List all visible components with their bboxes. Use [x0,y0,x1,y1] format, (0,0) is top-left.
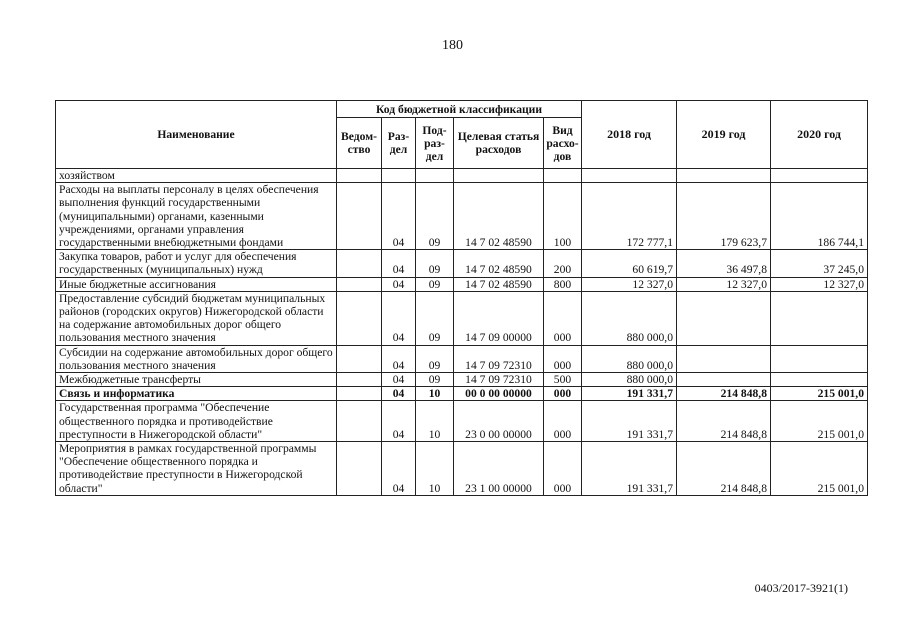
row-value-2018: 191 331,7 [582,442,677,496]
row-podrazdel: 09 [416,345,454,372]
row-vid-rashodov: 000 [544,291,582,345]
table-row [56,345,868,372]
page-number: 180 [442,38,463,53]
row-vedomstvo [337,169,382,183]
row-vedomstvo [337,401,382,442]
row-value-2019: 214 848,8 [677,387,771,401]
header-vedomstvo: Ведом-ство [337,118,382,169]
row-value-2019 [677,345,771,372]
row-value-2019: 36 497,8 [677,250,771,277]
row-vedomstvo [337,373,382,387]
table-row [56,373,868,387]
header-vid-rashodov: Вид расхо-дов [544,118,582,169]
row-value-2018: 191 331,7 [582,387,677,401]
row-value-2020: 12 327,0 [771,277,868,291]
table-row [56,291,868,345]
row-vid-rashodov: 000 [544,442,582,496]
row-value-2018: 880 000,0 [582,345,677,372]
header-2019: 2019 год [677,101,771,169]
row-celevaya-statya: 14 7 09 00000 [454,291,544,345]
row-celevaya-statya [454,169,544,183]
row-podrazdel [416,169,454,183]
row-razdel: 04 [382,345,416,372]
row-value-2018: 60 619,7 [582,250,677,277]
row-name: Связь и информатика [56,387,337,401]
row-value-2019: 12 327,0 [677,277,771,291]
row-celevaya-statya: 14 7 09 72310 [454,345,544,372]
row-vid-rashodov [544,169,582,183]
table-row [56,277,868,291]
row-vid-rashodov: 000 [544,345,582,372]
row-value-2020 [771,345,868,372]
table-body [56,169,868,496]
row-razdel: 04 [382,373,416,387]
row-razdel: 04 [382,387,416,401]
row-name: Расходы на выплаты персоналу в целях обеспечения выполнения функций государственными (муниципальными) органами, казенными учреждениями, органами управления государственными внебюджетными фондами [56,183,337,250]
row-razdel: 04 [382,442,416,496]
row-name: Межбюджетные трансферты [56,373,337,387]
row-value-2018: 191 331,7 [582,401,677,442]
row-celevaya-statya: 23 0 00 00000 [454,401,544,442]
row-celevaya-statya: 14 7 09 72310 [454,373,544,387]
header-2018: 2018 год [582,101,677,169]
row-podrazdel: 09 [416,291,454,345]
row-value-2020 [771,373,868,387]
table-row [56,442,868,496]
row-celevaya-statya: 23 1 00 00000 [454,442,544,496]
row-value-2020: 215 001,0 [771,387,868,401]
row-vedomstvo [337,183,382,250]
row-vedomstvo [337,345,382,372]
row-value-2020 [771,169,868,183]
row-name: Предоставление субсидий бюджетам муниципальных районов (городских округов) Нижегородской области на содержание автомобильных дорог общего пользования местного значения [56,291,337,345]
header-podrazdel: Под-раз-дел [416,118,454,169]
row-value-2018: 12 327,0 [582,277,677,291]
header-classification-code: Код бюджетной классификации [337,101,582,118]
row-value-2018: 172 777,1 [582,183,677,250]
row-vid-rashodov: 200 [544,250,582,277]
row-vid-rashodov: 000 [544,387,582,401]
row-value-2019 [677,169,771,183]
budget-table [55,100,868,496]
header-razdel: Раз-дел [382,118,416,169]
row-celevaya-statya: 14 7 02 48590 [454,250,544,277]
row-vedomstvo [337,387,382,401]
row-value-2019: 214 848,8 [677,401,771,442]
row-name: Государственная программа "Обеспечение общественного порядка и противодействие преступности в Нижегородской области" [56,401,337,442]
table-row [56,183,868,250]
row-name: Мероприятия в рамках государственной программы "Обеспечение общественного порядка и противодействие преступности в Нижегородской области" [56,442,337,496]
row-vid-rashodov: 100 [544,183,582,250]
row-name: Субсидии на содержание автомобильных дорог общего пользования местного значения [56,345,337,372]
row-value-2018: 880 000,0 [582,373,677,387]
row-razdel: 04 [382,291,416,345]
row-razdel: 04 [382,401,416,442]
row-podrazdel: 09 [416,183,454,250]
row-podrazdel: 09 [416,373,454,387]
document-code: 0403/2017-3921(1) [754,581,848,595]
row-value-2019: 214 848,8 [677,442,771,496]
table-row [56,401,868,442]
row-celevaya-statya: 00 0 00 00000 [454,387,544,401]
row-razdel: 04 [382,183,416,250]
row-value-2019 [677,373,771,387]
row-name: хозяйством [56,169,337,183]
row-name: Закупка товаров, работ и услуг для обеспечения государственных (муниципальных) нужд [56,250,337,277]
row-value-2019: 179 623,7 [677,183,771,250]
row-razdel: 04 [382,277,416,291]
row-value-2020: 215 001,0 [771,442,868,496]
row-vid-rashodov: 800 [544,277,582,291]
row-podrazdel: 10 [416,442,454,496]
table-row [56,250,868,277]
row-vedomstvo [337,250,382,277]
row-celevaya-statya: 14 7 02 48590 [454,277,544,291]
row-value-2020: 215 001,0 [771,401,868,442]
header-celevaya-statya: Целевая статья расходов [454,118,544,169]
header-name: Наименование [56,101,337,169]
row-podrazdel: 10 [416,387,454,401]
row-value-2018: 880 000,0 [582,291,677,345]
row-value-2018 [582,169,677,183]
row-vedomstvo [337,277,382,291]
row-podrazdel: 10 [416,401,454,442]
row-razdel: 04 [382,250,416,277]
row-vedomstvo [337,291,382,345]
row-value-2020: 37 245,0 [771,250,868,277]
row-value-2019 [677,291,771,345]
row-vid-rashodov: 500 [544,373,582,387]
row-vid-rashodov: 000 [544,401,582,442]
table-row [56,387,868,401]
row-value-2020 [771,291,868,345]
row-razdel [382,169,416,183]
header-2020: 2020 год [771,101,868,169]
row-name: Иные бюджетные ассигнования [56,277,337,291]
row-podrazdel: 09 [416,277,454,291]
row-value-2020: 186 744,1 [771,183,868,250]
row-podrazdel: 09 [416,250,454,277]
table-row [56,169,868,183]
row-vedomstvo [337,442,382,496]
row-celevaya-statya: 14 7 02 48590 [454,183,544,250]
